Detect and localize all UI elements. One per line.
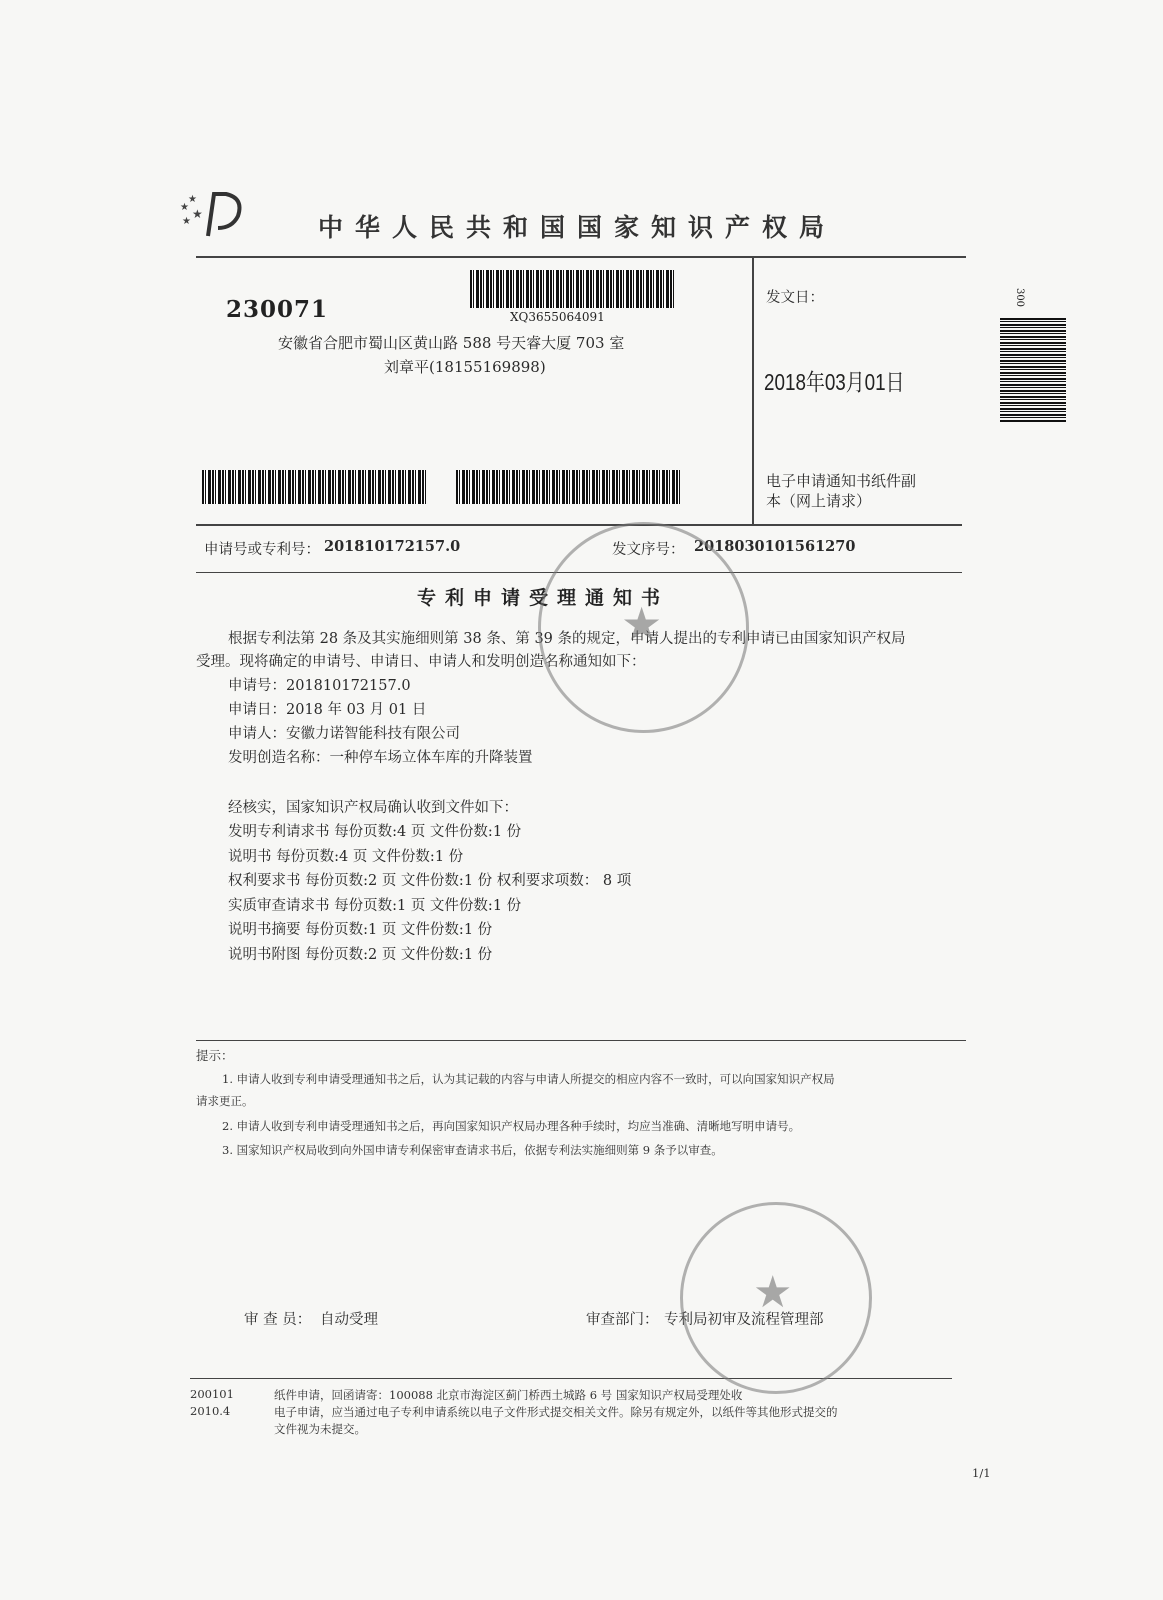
check-line: 经核实，国家知识产权局确认收到文件如下： [228,800,518,816]
app-no-label: 申请号或专利号： [204,542,320,558]
tips-label: 提示： [196,1048,234,1063]
dept: 专利局初审及流程管理部 [664,1312,824,1328]
intro-line1: 根据专利法第 28 条及其实施细则第 38 条、第 39 条的规定，申请人提出的专利申请已由国家知识产权局 [228,631,906,647]
page-number: 1/1 [972,1466,991,1480]
app-no: 201810172157.0 [324,538,461,555]
dept-label: 审查部门： [586,1312,659,1328]
svg-text:★: ★ [182,216,191,227]
field-list [228,674,533,770]
footer-line3: 文件视为未提交。 [274,1422,366,1436]
company-seal-star: ★ [621,597,663,651]
svg-text:★: ★ [180,202,189,213]
side-code: 300 [1014,287,1026,308]
tips-rule [196,1040,966,1041]
field-app-date: 申请日：2018 年 03 月 01 日 [228,702,427,718]
document-item: 实质审查请求书 每份页数:1 页 文件份数:1 份 [228,897,522,914]
serial: 2018030101561270 [694,538,856,555]
header-top-rule [196,256,966,258]
document-item: 权利要求书 每份页数:2 页 文件份数:1 份 权利要求项数： 8 项 [228,873,632,889]
svg-text:★: ★ [188,194,197,205]
address-barcode [470,270,674,308]
issue-date: 2018年03月01日 [764,369,905,395]
barcode-right [456,470,680,504]
header-bottom-rule [196,524,962,526]
field-applicant: 申请人：安徽力诺智能科技有限公司 [228,726,460,742]
footer-rule [190,1378,952,1379]
document-item: 发明专利请求书 每份页数:4 页 文件份数:1 份 [228,824,522,840]
copy-note-line2: 本（网上请求） [766,492,872,510]
document-list [228,820,631,967]
document-item: 说明书摘要 每份页数:1 页 文件份数:1 份 [228,922,493,938]
company-seal [538,522,749,733]
footer-line1: 纸件申请，回函请寄：100088 北京市海淀区蓟门桥西土城路 6 号 国家知识产权局受理处收 [274,1388,743,1402]
office-seal [680,1202,872,1394]
svg-text:★: ★ [192,207,203,221]
document-item: 说明书附图 每份页数:2 页 文件份数:1 份 [228,946,493,963]
postcode: 230071 [226,296,329,323]
examiner: 自动受理 [320,1312,378,1328]
recipient-contact: 刘章平(18155169898) [384,358,546,376]
serial-label: 发文序号： [612,542,685,558]
barcode-text: XQ3655064091 [510,310,605,324]
tip-1-line2: 请求更正。 [196,1094,254,1108]
side-barcode [1000,318,1066,422]
office-seal-star: ★ [753,1267,793,1318]
field-app-no: 申请号：201810172157.0 [228,678,411,694]
document-item: 说明书 每份页数:4 页 文件份数:1 份 [228,848,464,865]
issue-date-label: 发文日： [766,290,824,306]
form-code: 200101 [190,1387,234,1401]
agency-name: 中华人民共和国国家知识产权局 [318,213,837,242]
form-date: 2010.4 [190,1404,231,1418]
recipient-address: 安徽省合肥市蜀山区黄山路 588 号天睿大厦 703 室 [278,334,625,352]
copy-note-line1: 电子申请通知书纸件副 [766,472,917,490]
examiner-label: 审 查 员： [244,1312,312,1328]
tip-3-line1: 3. 国家知识产权局收到向外国申请专利保密审查请求书后，依据专利法实施细则第 9 条予以审查。 [222,1143,723,1157]
intro-line2: 受理。现将确定的申请号、申请日、申请人和发明创造名称通知如下： [196,654,646,670]
barcode-left [202,470,426,504]
header-divider [752,256,754,524]
tip-2-line1: 2. 申请人收到专利申请受理通知书之后，再向国家知识产权局办理各种手续时，均应当准确、清晰地写明申请号。 [222,1119,801,1133]
notice-title: 专利申请受理通知书 [417,587,670,609]
tip-1-line1: 1. 申请人收到专利申请受理通知书之后，认为其记载的内容与申请人所提交的相应内容不一致时，可以向国家知识产权局 [222,1072,835,1086]
footer-line2: 电子申请，应当通过电子专利申请系统以电子文件形式提交相关文件。除另有规定外，以纸件等其他形式提交的 [274,1405,838,1419]
field-invention-title: 发明创造名称：一种停车场立体车库的升降装置 [228,750,533,766]
cnipa-logo [178,188,248,243]
